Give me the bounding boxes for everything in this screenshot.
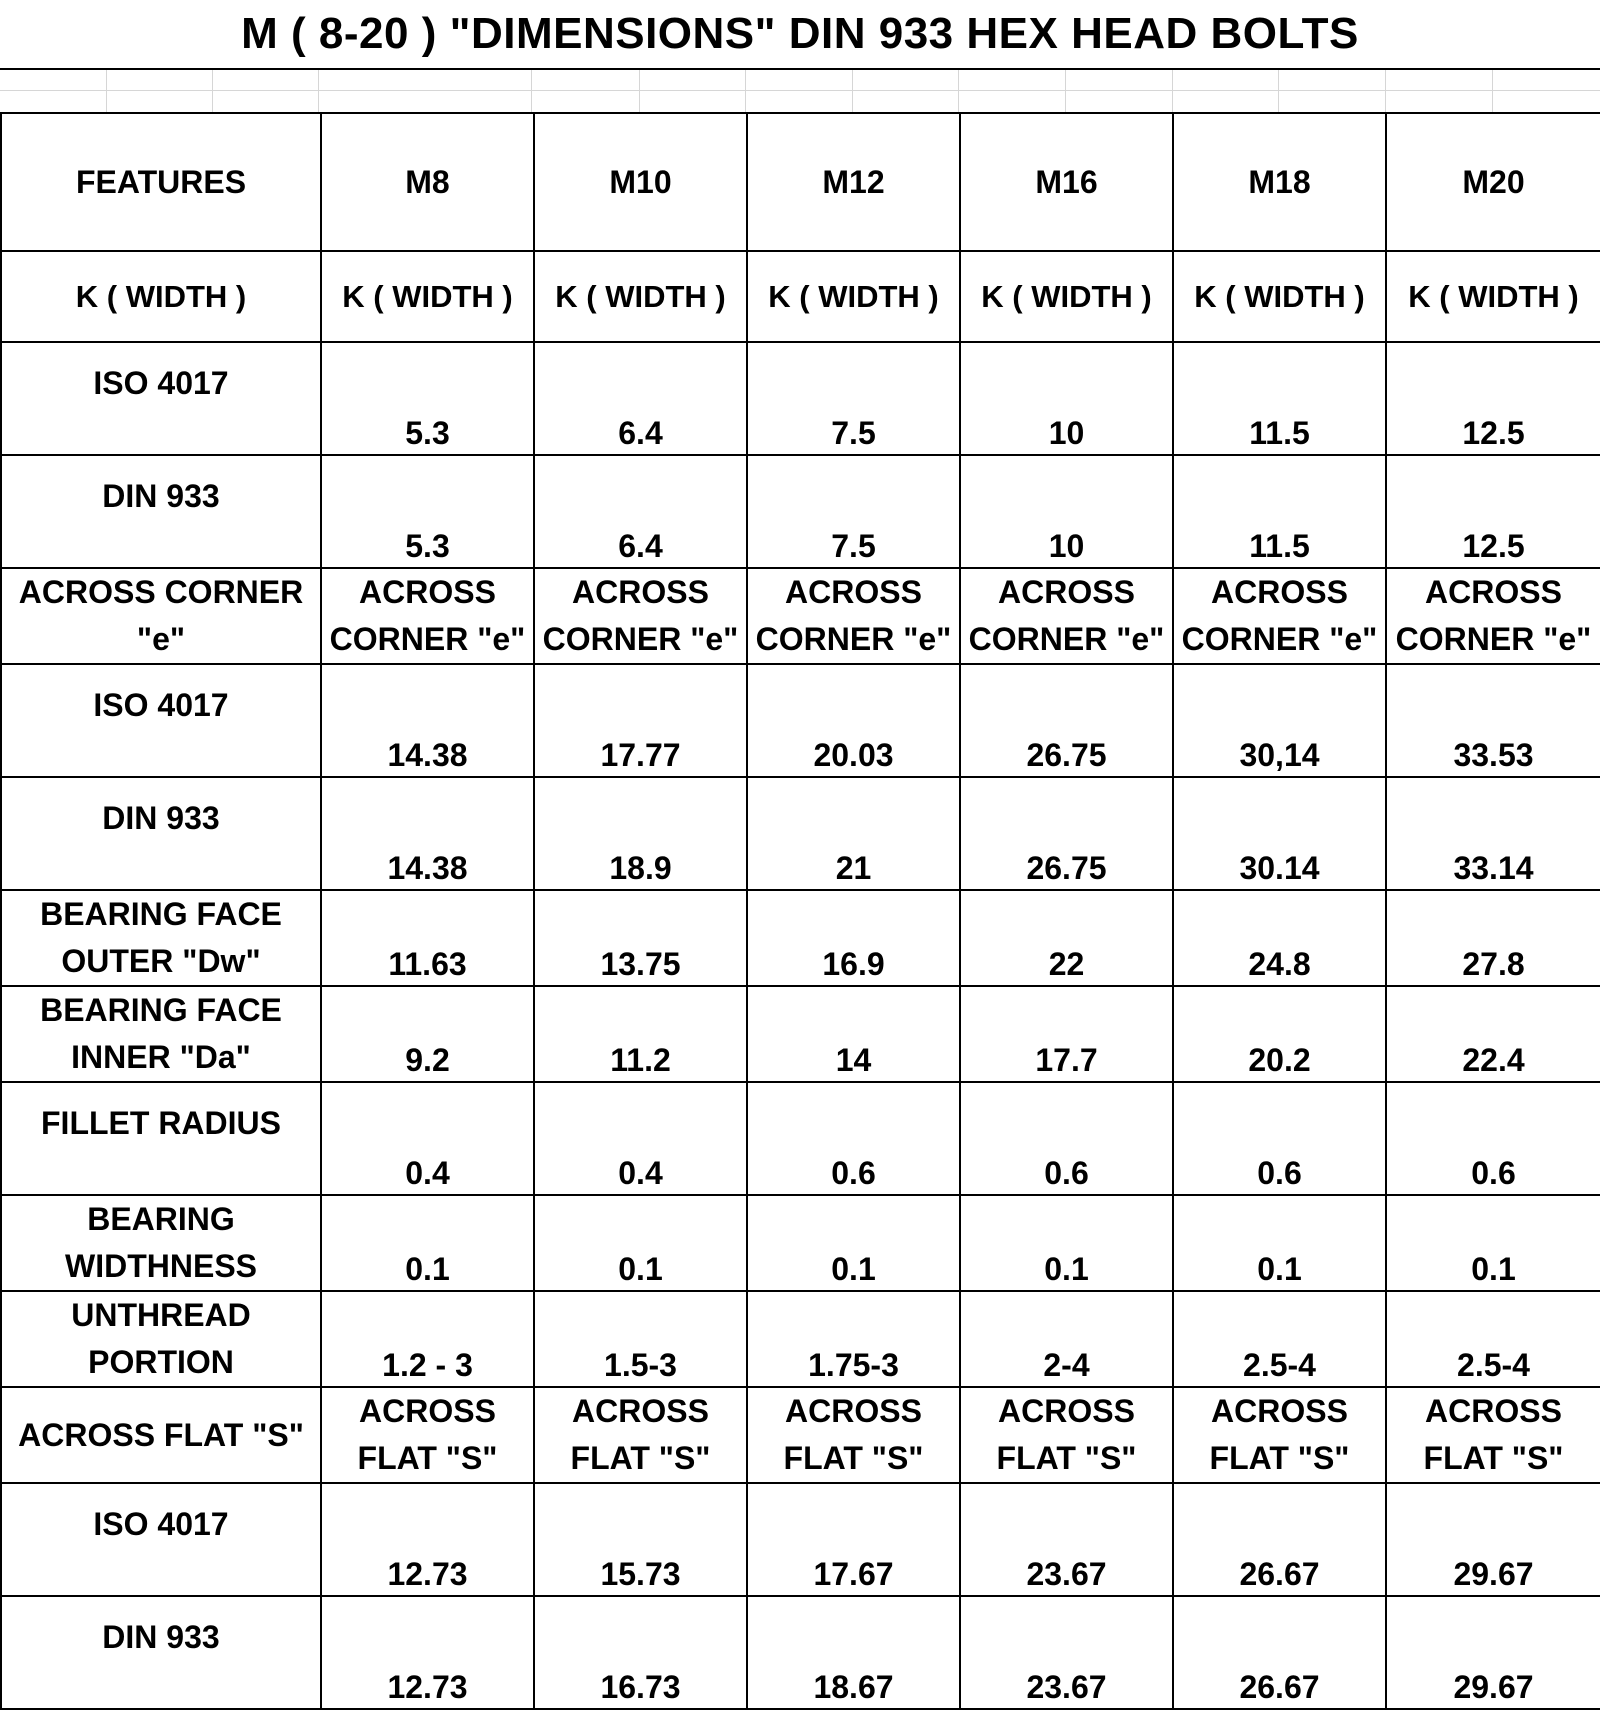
table-cell: 7.5 xyxy=(747,342,960,455)
table-row xyxy=(1,1195,1600,1291)
row-label: FILLET RADIUS xyxy=(1,1082,321,1195)
table-cell: 17.67 xyxy=(747,1483,960,1596)
table-row xyxy=(1,568,1600,664)
table-cell: 1.75-3 xyxy=(747,1291,960,1387)
table-cell: 2.5-4 xyxy=(1386,1291,1600,1387)
table-cell: 0.6 xyxy=(1386,1082,1600,1195)
table-cell: ACROSS CORNER "e" xyxy=(534,568,747,664)
table-cell: 10 xyxy=(960,342,1173,455)
table-cell: 20.2 xyxy=(1173,986,1386,1082)
table-cell: 18.9 xyxy=(534,777,747,890)
table-row xyxy=(1,1596,1600,1709)
table-cell: 12.5 xyxy=(1386,455,1600,568)
column-header-size: M8 xyxy=(321,113,534,251)
table-cell: 0.6 xyxy=(747,1082,960,1195)
table-cell: 5.3 xyxy=(321,342,534,455)
table-cell: 14 xyxy=(747,986,960,1082)
column-header-features: FEATURES xyxy=(1,113,321,251)
table-row xyxy=(1,455,1600,568)
table-cell: 18.67 xyxy=(747,1596,960,1709)
table-cell: 14.38 xyxy=(321,664,534,777)
table-cell: 9.2 xyxy=(321,986,534,1082)
table-cell: 26.67 xyxy=(1173,1483,1386,1596)
table-cell: 0.6 xyxy=(960,1082,1173,1195)
table-cell: 29.67 xyxy=(1386,1483,1600,1596)
table-row xyxy=(1,342,1600,455)
spreadsheet-gridlines xyxy=(0,70,1600,112)
column-header-size: M18 xyxy=(1173,113,1386,251)
table-cell: 23.67 xyxy=(960,1483,1173,1596)
page-title: M ( 8-20 ) "DIMENSIONS" DIN 933 HEX HEAD BOLTS xyxy=(0,0,1600,70)
table-cell: ACROSS CORNER "e" xyxy=(1173,568,1386,664)
table-cell: ACROSS FLAT "S" xyxy=(747,1387,960,1483)
table-cell: ACROSS CORNER "e" xyxy=(960,568,1173,664)
table-cell: 21 xyxy=(747,777,960,890)
row-label: DIN 933 xyxy=(1,455,321,568)
table-cell: K ( WIDTH ) xyxy=(1386,251,1600,342)
table-cell: 0.1 xyxy=(1386,1195,1600,1291)
row-label: ISO 4017 xyxy=(1,342,321,455)
table-cell: 11.5 xyxy=(1173,455,1386,568)
table-cell: 15.73 xyxy=(534,1483,747,1596)
table-row xyxy=(1,1483,1600,1596)
row-label: BEARING WIDTHNESS xyxy=(1,1195,321,1291)
table-cell: K ( WIDTH ) xyxy=(747,251,960,342)
row-label: DIN 933 xyxy=(1,777,321,890)
table-cell: 0.1 xyxy=(960,1195,1173,1291)
table-cell: 22.4 xyxy=(1386,986,1600,1082)
table-cell: 0.1 xyxy=(321,1195,534,1291)
row-label: UNTHREAD PORTION xyxy=(1,1291,321,1387)
row-label: ISO 4017 xyxy=(1,664,321,777)
row-label: DIN 933 xyxy=(1,1596,321,1709)
row-label: BEARING FACE INNER "Da" xyxy=(1,986,321,1082)
table-cell: 24.8 xyxy=(1173,890,1386,986)
table-cell: 12.73 xyxy=(321,1596,534,1709)
table-cell: 16.73 xyxy=(534,1596,747,1709)
table-row xyxy=(1,1291,1600,1387)
table-cell: 22 xyxy=(960,890,1173,986)
table-cell: ACROSS FLAT "S" xyxy=(1173,1387,1386,1483)
table-cell: 26.75 xyxy=(960,777,1173,890)
table-cell: 26.67 xyxy=(1173,1596,1386,1709)
table-cell: ACROSS CORNER "e" xyxy=(747,568,960,664)
table-row xyxy=(1,890,1600,986)
table-cell: 7.5 xyxy=(747,455,960,568)
table-cell: ACROSS FLAT "S" xyxy=(321,1387,534,1483)
table-cell: 0.4 xyxy=(321,1082,534,1195)
table-cell: 26.75 xyxy=(960,664,1173,777)
table-cell: 0.1 xyxy=(534,1195,747,1291)
table-cell: 29.67 xyxy=(1386,1596,1600,1709)
table-cell: ACROSS CORNER "e" xyxy=(321,568,534,664)
column-header-size: M12 xyxy=(747,113,960,251)
column-header-size: M16 xyxy=(960,113,1173,251)
table-cell: K ( WIDTH ) xyxy=(321,251,534,342)
table-cell: K ( WIDTH ) xyxy=(534,251,747,342)
table-cell: 16.9 xyxy=(747,890,960,986)
table-row xyxy=(1,1082,1600,1195)
table-cell: 0.1 xyxy=(747,1195,960,1291)
table-cell: 5.3 xyxy=(321,455,534,568)
table-cell: 11.5 xyxy=(1173,342,1386,455)
table-cell: 10 xyxy=(960,455,1173,568)
table-cell: 6.4 xyxy=(534,455,747,568)
table-cell: 13.75 xyxy=(534,890,747,986)
table-row xyxy=(1,251,1600,342)
table-cell: 11.2 xyxy=(534,986,747,1082)
table-cell: 33.14 xyxy=(1386,777,1600,890)
table-cell: ACROSS FLAT "S" xyxy=(1386,1387,1600,1483)
table-cell: 27.8 xyxy=(1386,890,1600,986)
table-row xyxy=(1,986,1600,1082)
table-cell: 12.5 xyxy=(1386,342,1600,455)
table-cell: 0.6 xyxy=(1173,1082,1386,1195)
table-cell: 6.4 xyxy=(534,342,747,455)
row-label: K ( WIDTH ) xyxy=(1,251,321,342)
table-cell: ACROSS FLAT "S" xyxy=(960,1387,1173,1483)
table-cell: 0.4 xyxy=(534,1082,747,1195)
table-cell: 2-4 xyxy=(960,1291,1173,1387)
table-cell: ACROSS CORNER "e" xyxy=(1386,568,1600,664)
table-cell: 12.73 xyxy=(321,1483,534,1596)
table-cell: K ( WIDTH ) xyxy=(1173,251,1386,342)
row-label: ACROSS CORNER "e" xyxy=(1,568,321,664)
column-header-size: M20 xyxy=(1386,113,1600,251)
table-cell: K ( WIDTH ) xyxy=(960,251,1173,342)
row-label: ISO 4017 xyxy=(1,1483,321,1596)
table-cell: 30,14 xyxy=(1173,664,1386,777)
table-row xyxy=(1,1387,1600,1483)
table-cell: 30.14 xyxy=(1173,777,1386,890)
table-cell: 14.38 xyxy=(321,777,534,890)
table-cell: 1.5-3 xyxy=(534,1291,747,1387)
table-cell: 2.5-4 xyxy=(1173,1291,1386,1387)
table-cell: 11.63 xyxy=(321,890,534,986)
table-cell: 33.53 xyxy=(1386,664,1600,777)
table-row xyxy=(1,777,1600,890)
table-cell: ACROSS FLAT "S" xyxy=(534,1387,747,1483)
table-row xyxy=(1,664,1600,777)
row-label: BEARING FACE OUTER "Dw" xyxy=(1,890,321,986)
column-header-size: M10 xyxy=(534,113,747,251)
table-cell: 17.77 xyxy=(534,664,747,777)
header-row xyxy=(1,113,1600,251)
table-cell: 1.2 - 3 xyxy=(321,1291,534,1387)
row-label: ACROSS FLAT "S" xyxy=(1,1387,321,1483)
table-cell: 20.03 xyxy=(747,664,960,777)
dimensions-table xyxy=(0,112,1600,1710)
table-cell: 17.7 xyxy=(960,986,1173,1082)
table-cell: 0.1 xyxy=(1173,1195,1386,1291)
table-cell: 23.67 xyxy=(960,1596,1173,1709)
